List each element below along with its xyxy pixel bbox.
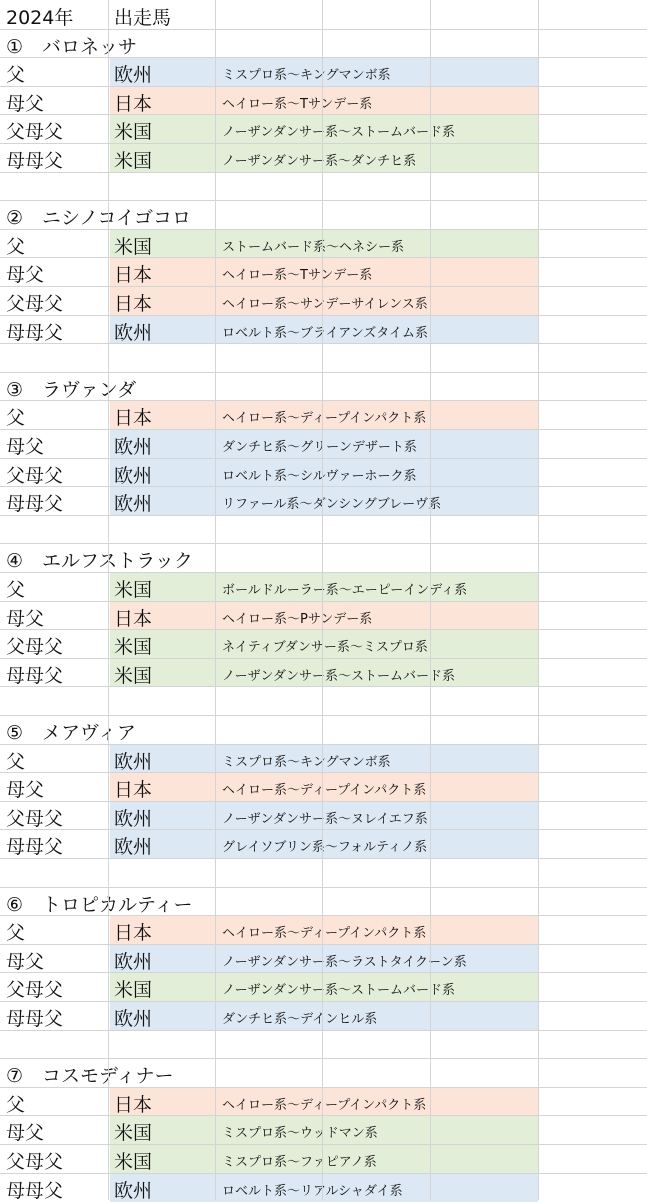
grid-row-line	[0, 1144, 647, 1145]
relation-label[interactable]: 母母父	[6, 322, 64, 344]
region-cell[interactable]: 米国	[114, 665, 153, 687]
region-cell[interactable]: 日本	[114, 93, 153, 115]
pedigree-row	[0, 944, 647, 973]
horse-name[interactable]: ④ エルフストラック	[6, 550, 193, 572]
pedigree-row	[0, 629, 647, 658]
sire-line-cell[interactable]: ノーザンダンサー系～ストームバード系	[222, 669, 455, 684]
horse-name-row	[0, 887, 647, 916]
relation-label[interactable]: 父	[6, 751, 26, 773]
region-cell[interactable]: 欧州	[114, 64, 153, 86]
grid-row-line	[0, 400, 647, 401]
relation-label[interactable]: 父母父	[6, 1151, 64, 1173]
pedigree-row	[0, 257, 647, 286]
pedigree-row	[0, 1173, 647, 1202]
horse-name-row	[0, 200, 647, 229]
relation-label[interactable]: 父	[6, 64, 26, 86]
pedigree-row	[0, 1115, 647, 1144]
grid-row-line	[0, 29, 647, 30]
grid-row-line	[0, 543, 647, 544]
sire-line-cell[interactable]: ミスプロ系～ファピアノ系	[222, 1155, 377, 1170]
horse-name-row	[0, 372, 647, 401]
grid-column-line	[215, 0, 216, 1200]
region-cell[interactable]: 欧州	[114, 951, 153, 973]
relation-label[interactable]: 母母父	[6, 493, 64, 515]
relation-label[interactable]: 父	[6, 407, 26, 429]
relation-label[interactable]: 母母父	[6, 836, 64, 858]
sire-line-cell[interactable]: グレイソブリン系～フォルティノ系	[222, 840, 428, 855]
relation-label[interactable]: 母父	[6, 264, 45, 286]
sire-line-cell[interactable]: ダンチヒ系～デインヒル系	[222, 1012, 378, 1027]
region-cell[interactable]: 米国	[114, 121, 153, 143]
column-label[interactable]: 出走馬	[114, 7, 172, 29]
grid-row-line	[0, 715, 647, 716]
region-cell[interactable]: 欧州	[114, 465, 153, 487]
grid-row-line	[0, 829, 647, 830]
pedigree-row	[0, 1001, 647, 1030]
region-cell[interactable]: 欧州	[114, 436, 153, 458]
region-cell[interactable]: 日本	[114, 779, 153, 801]
relation-label[interactable]: 父	[6, 236, 26, 258]
grid-row-line	[0, 257, 647, 258]
region-cell[interactable]: 欧州	[114, 808, 153, 830]
grid-column-line	[322, 0, 323, 1200]
grid-row-line	[0, 1001, 647, 1002]
grid-column-line	[108, 0, 109, 1200]
grid-row-line	[0, 486, 647, 487]
grid-row-line	[0, 372, 647, 373]
sire-line-cell[interactable]: ネイティブダンサー系～ミスプロ系	[222, 640, 428, 655]
pedigree-row	[0, 486, 647, 515]
region-cell[interactable]: 欧州	[114, 1008, 153, 1030]
horse-name-row	[0, 715, 647, 744]
sire-line-cell[interactable]: ノーザンダンサー系～ダンチヒ系	[222, 154, 417, 169]
relation-label[interactable]: 母父	[6, 608, 45, 630]
grid-row-line	[0, 601, 647, 602]
region-cell[interactable]: 日本	[114, 407, 153, 429]
grid-row-line	[0, 915, 647, 916]
pedigree-row	[0, 572, 647, 601]
grid-row-line	[0, 686, 647, 687]
sire-line-cell[interactable]: ヘイロー系～ディープインパクト系	[222, 783, 427, 798]
sire-line-cell[interactable]: ミスプロ系～ウッドマン系	[222, 1126, 378, 1141]
relation-label[interactable]: 父母父	[6, 979, 64, 1001]
grid-row-line	[0, 1087, 647, 1088]
relation-label[interactable]: 母母父	[6, 665, 64, 687]
horse-name[interactable]: ⑤ メアヴィア	[6, 722, 136, 744]
pedigree-row	[0, 601, 647, 630]
grid-row-line	[0, 858, 647, 859]
grid-row-line	[0, 629, 647, 630]
pedigree-row	[0, 658, 647, 687]
relation-label[interactable]: 母父	[6, 436, 45, 458]
region-cell[interactable]: 米国	[114, 1151, 153, 1173]
relation-label[interactable]: 父母父	[6, 121, 64, 143]
grid-row-line	[0, 801, 647, 802]
grid-row-line	[0, 744, 647, 745]
relation-label[interactable]: 父	[6, 579, 26, 601]
grid-row-line	[0, 1173, 647, 1174]
grid-row-line	[0, 57, 647, 58]
sire-line-cell[interactable]: ロベルト系～シルヴァーホーク系	[222, 469, 417, 484]
relation-label[interactable]: 父母父	[6, 636, 64, 658]
sire-line-cell[interactable]: ノーザンダンサー系～ラストタイクーン系	[222, 955, 467, 970]
pedigree-row	[0, 972, 647, 1001]
region-cell[interactable]: 米国	[114, 236, 153, 258]
grid-row-line	[0, 143, 647, 144]
grid-row-line	[0, 458, 647, 459]
pedigree-row	[0, 286, 647, 315]
relation-label[interactable]: 母父	[6, 1122, 45, 1144]
region-cell[interactable]: 欧州	[114, 322, 153, 344]
region-cell[interactable]: 日本	[114, 1094, 153, 1116]
region-cell[interactable]: 米国	[114, 579, 153, 601]
horse-name[interactable]: ① バロネッサ	[6, 36, 138, 58]
sire-line-cell[interactable]: ヘイロー系～Tサンデー系	[222, 97, 373, 112]
pedigree-row	[0, 229, 647, 258]
region-cell[interactable]: 日本	[114, 608, 153, 630]
grid-row-line	[0, 86, 647, 87]
grid-column-line	[538, 0, 539, 1200]
horse-name[interactable]: ② ニシノコイゴコロ	[6, 207, 191, 229]
horse-name-row	[0, 1058, 647, 1087]
region-cell[interactable]: 日本	[114, 922, 153, 944]
sire-line-cell[interactable]: ヘイロー系～Pサンデー系	[222, 612, 373, 627]
relation-label[interactable]: 父母父	[6, 465, 64, 487]
pedigree-row	[0, 915, 647, 944]
region-cell[interactable]: 米国	[114, 636, 153, 658]
relation-label[interactable]: 父	[6, 1094, 26, 1116]
sire-line-cell[interactable]: ノーザンダンサー系～ストームバード系	[222, 125, 455, 140]
pedigree-row	[0, 57, 647, 86]
grid-row-line	[0, 229, 647, 230]
grid-row-line	[0, 515, 647, 516]
grid-row-line	[0, 944, 647, 945]
horse-name[interactable]: ⑦ コスモディナー	[6, 1065, 174, 1087]
horse-name[interactable]: ⑥ トロピカルティー	[6, 894, 193, 916]
pedigree-row	[0, 315, 647, 344]
sire-line-cell[interactable]: ヘイロー系～サンデーサイレンス系	[222, 297, 428, 312]
grid-row-line	[0, 1030, 647, 1031]
pedigree-row	[0, 86, 647, 115]
horse-name-row	[0, 543, 647, 572]
pedigree-row	[0, 829, 647, 858]
relation-label[interactable]: 母父	[6, 951, 45, 973]
region-cell[interactable]: 米国	[114, 1122, 153, 1144]
sire-line-cell[interactable]: ノーザンダンサー系～ヌレイエフ系	[222, 812, 428, 827]
sire-line-cell[interactable]: ノーザンダンサー系～ストームバード系	[222, 983, 455, 998]
sire-line-cell[interactable]: ボールドルーラー系～エーピーインディ系	[222, 583, 468, 598]
header-row	[0, 0, 647, 28]
relation-label[interactable]: 母父	[6, 93, 45, 115]
pedigree-row	[0, 1144, 647, 1173]
grid-row-line	[0, 429, 647, 430]
region-cell[interactable]: 欧州	[114, 836, 153, 858]
pedigree-row	[0, 1087, 647, 1116]
region-cell[interactable]: 米国	[114, 979, 153, 1001]
sire-line-cell[interactable]: ヘイロー系～ディープインパクト系	[222, 411, 427, 426]
grid-row-line	[0, 1058, 647, 1059]
relation-label[interactable]: 父母父	[6, 808, 64, 830]
sire-line-cell[interactable]: ヘイロー系～ディープインパクト系	[222, 1098, 427, 1113]
region-cell[interactable]: 日本	[114, 264, 153, 286]
grid-row-line	[0, 172, 647, 173]
region-cell[interactable]: 日本	[114, 293, 153, 315]
sire-line-cell[interactable]: ミスプロ系～キングマンボ系	[222, 755, 391, 770]
grid-row-line	[0, 572, 647, 573]
pedigree-row	[0, 458, 647, 487]
horse-name[interactable]: ③ ラヴァンダ	[6, 379, 137, 401]
sire-line-cell[interactable]: ミスプロ系～キングマンボ系	[222, 68, 391, 83]
sire-line-cell[interactable]: ロベルト系～ブライアンズタイム系	[222, 326, 429, 341]
relation-label[interactable]: 母母父	[6, 1008, 64, 1030]
grid-row-line	[0, 887, 647, 888]
year-label[interactable]: 2024年	[6, 7, 74, 29]
grid-row-line	[0, 315, 647, 316]
grid-row-line	[0, 658, 647, 659]
sire-line-cell[interactable]: ロベルト系～リアルシャダイ系	[222, 1184, 403, 1199]
relation-label[interactable]: 父母父	[6, 293, 64, 315]
sire-line-cell[interactable]: ストームバード系～ヘネシー系	[222, 240, 405, 255]
relation-label[interactable]: 母母父	[6, 1180, 64, 1202]
grid-row-line	[0, 343, 647, 344]
grid-row-line	[0, 1115, 647, 1116]
pedigree-row	[0, 400, 647, 429]
pedigree-row	[0, 801, 647, 830]
region-cell[interactable]: 米国	[114, 150, 153, 172]
pedigree-row	[0, 429, 647, 458]
relation-label[interactable]: 父	[6, 922, 26, 944]
sire-line-cell[interactable]: ヘイロー系～ディープインパクト系	[222, 926, 427, 941]
grid-column-line	[430, 0, 431, 1200]
sire-line-cell[interactable]: ヘイロー系～Tサンデー系	[222, 268, 373, 283]
grid-row-line	[0, 772, 647, 773]
region-cell[interactable]: 欧州	[114, 751, 153, 773]
grid-row-line	[0, 286, 647, 287]
pedigree-row	[0, 744, 647, 773]
relation-label[interactable]: 母母父	[6, 150, 64, 172]
grid-row-line	[0, 200, 647, 201]
horse-name-row	[0, 29, 647, 58]
grid-row-line	[0, 114, 647, 115]
pedigree-row	[0, 143, 647, 172]
sire-line-cell[interactable]: ダンチヒ系～グリーンデザート系	[222, 440, 417, 455]
pedigree-row	[0, 772, 647, 801]
pedigree-row	[0, 114, 647, 143]
relation-label[interactable]: 母父	[6, 779, 45, 801]
region-cell[interactable]: 欧州	[114, 493, 153, 515]
grid-row-line	[0, 972, 647, 973]
sire-line-cell[interactable]: リファール系～ダンシングブレーヴ系	[222, 497, 442, 512]
region-cell[interactable]: 欧州	[114, 1180, 153, 1202]
